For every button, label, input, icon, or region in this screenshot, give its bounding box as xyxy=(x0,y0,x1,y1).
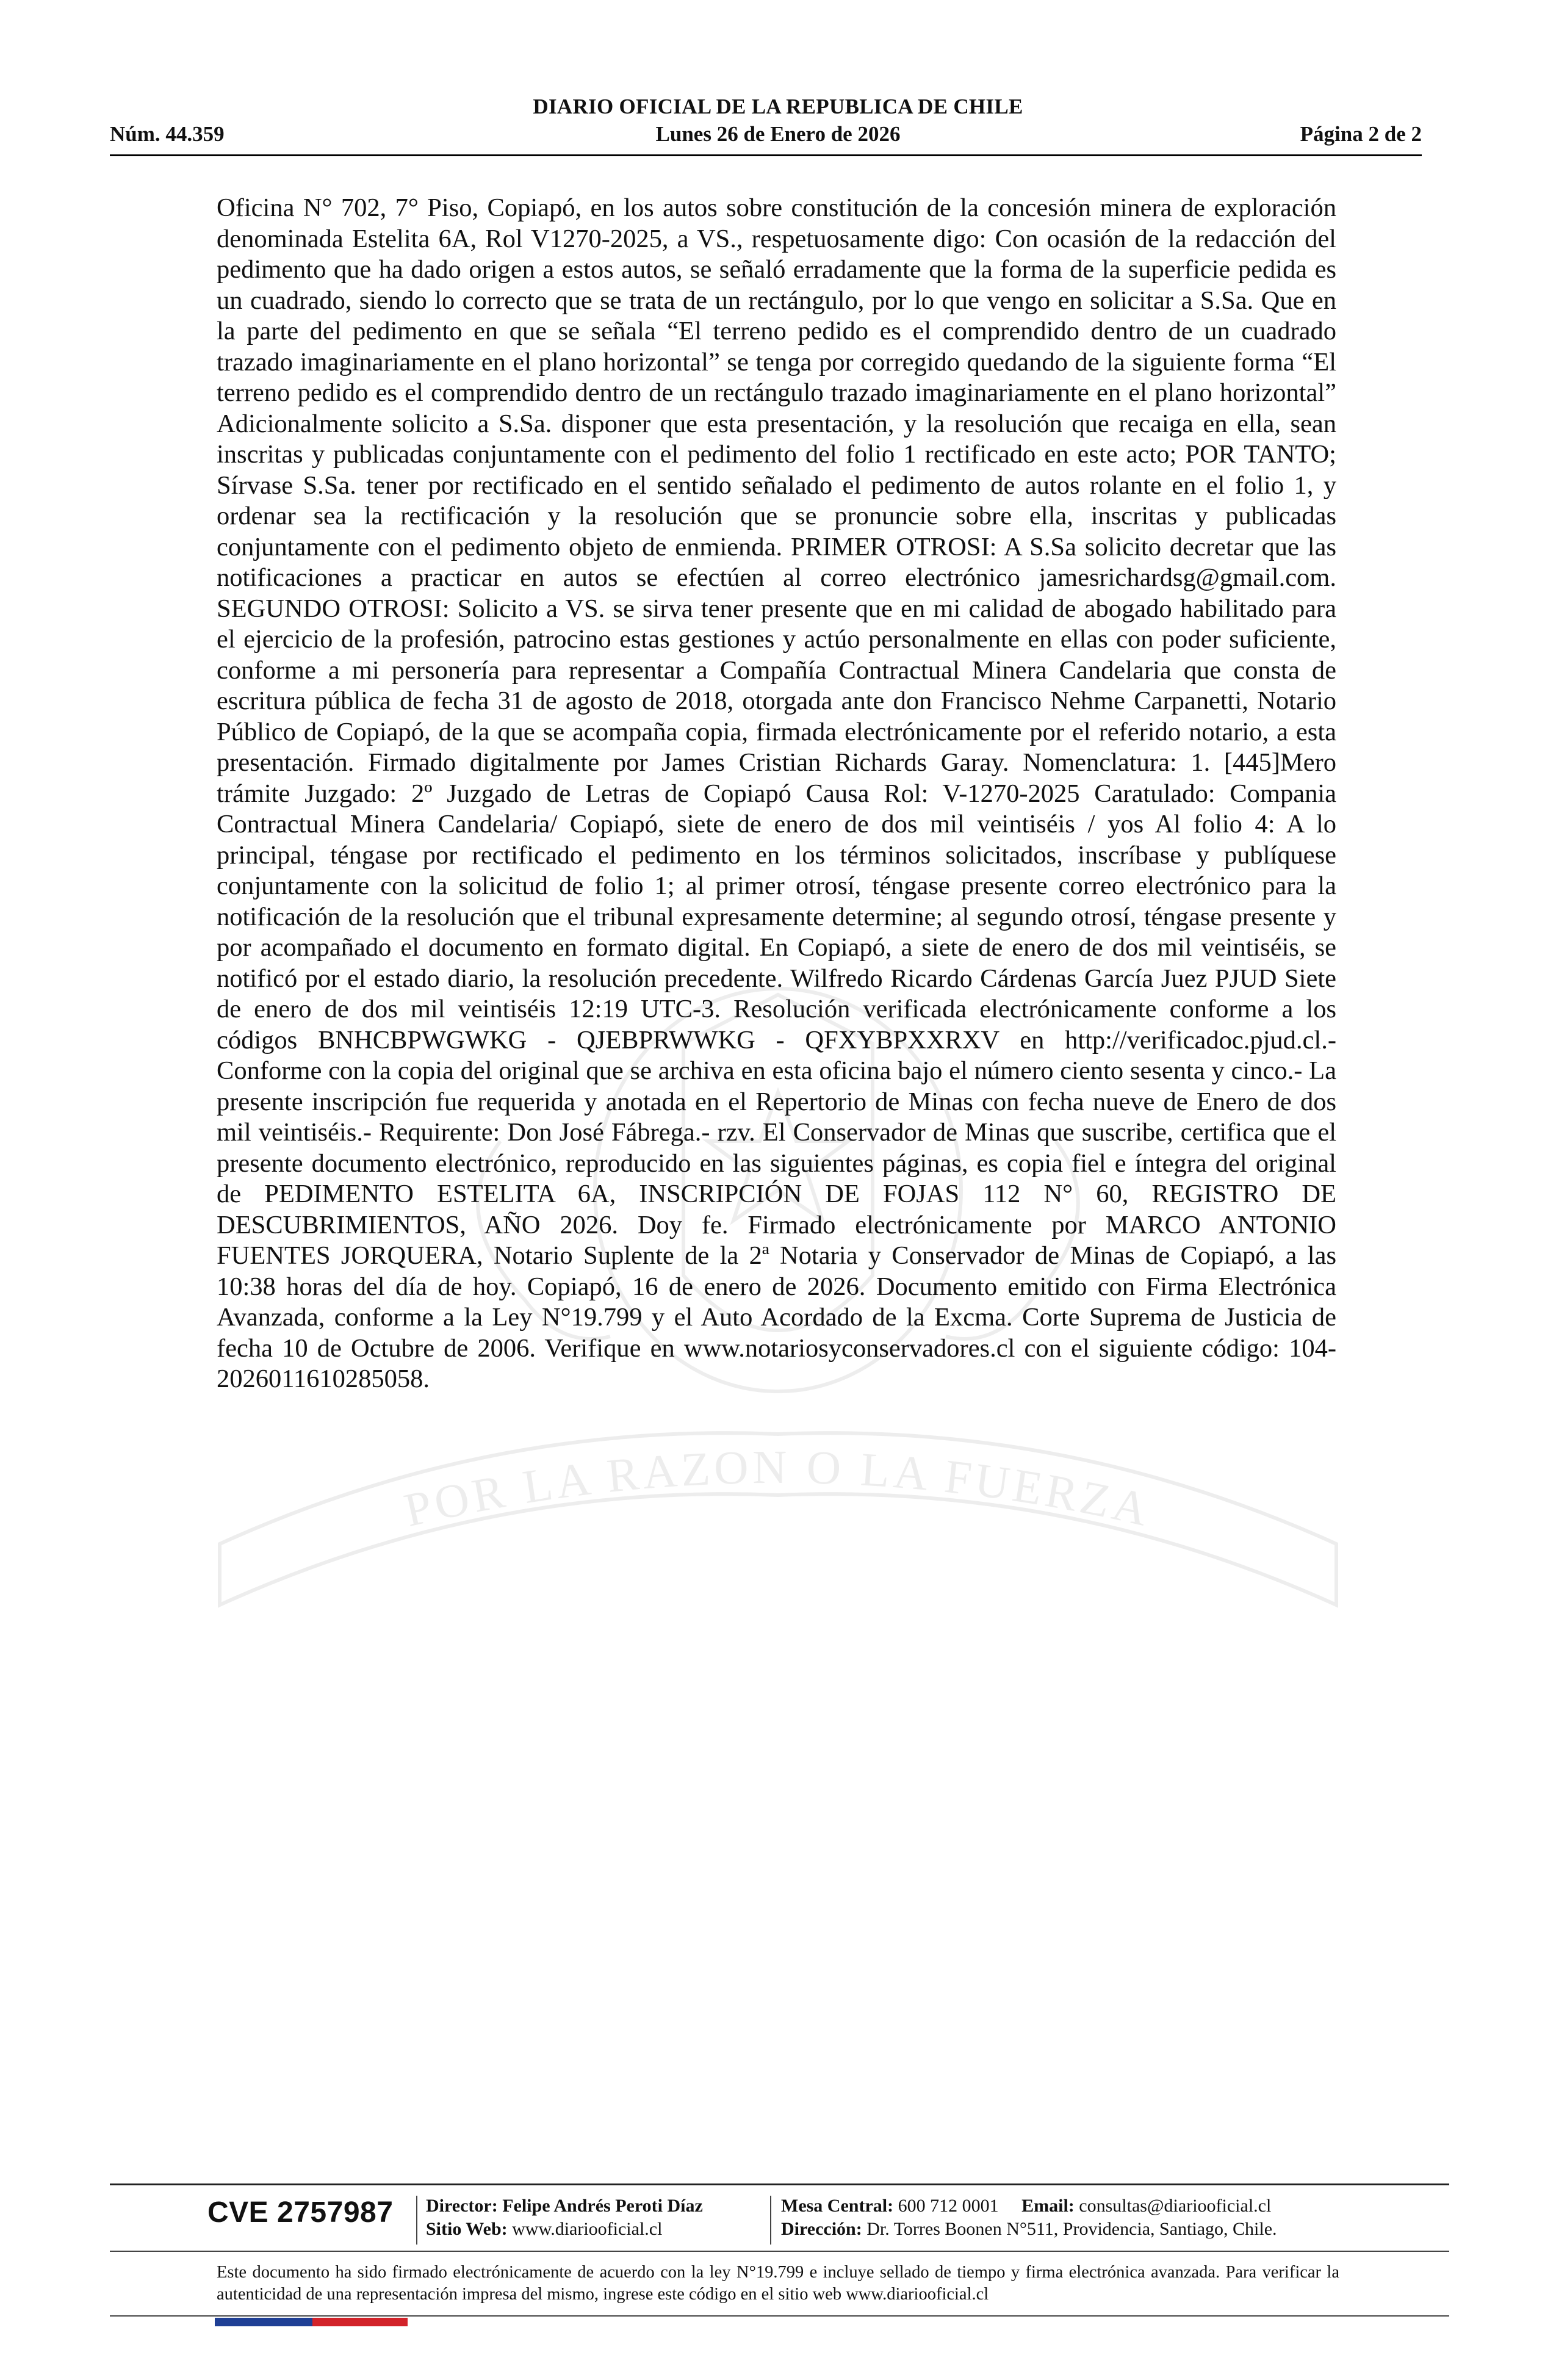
header-divider xyxy=(110,154,1422,156)
flag-stripe-red xyxy=(312,2318,408,2326)
website-link[interactable]: www.diariooficial.cl xyxy=(512,2219,663,2239)
email-link[interactable]: consultas@diariooficial.cl xyxy=(1079,2196,1272,2216)
flag-stripe-blue xyxy=(215,2318,312,2326)
footer-top-divider xyxy=(110,2183,1449,2185)
footer-separator xyxy=(416,2196,417,2245)
website-label: Sitio Web: xyxy=(426,2219,508,2239)
contact-line xyxy=(781,2196,1271,2216)
phone-value: 600 712 0001 xyxy=(898,2196,999,2216)
director-line xyxy=(426,2196,703,2216)
cve-code: CVE 2757987 xyxy=(207,2196,394,2229)
address-line xyxy=(781,2219,1277,2240)
motto-text: POR LA RAZON O LA FUERZA xyxy=(399,1440,1157,1537)
page-indicator: Página 2 de 2 xyxy=(1300,122,1422,146)
director-value: Felipe Andrés Peroti Díaz xyxy=(502,2196,703,2216)
svg-text:POR LA RAZON O LA FUERZA xyxy=(400,1440,1157,1537)
signature-notice: Este documento ha sido firmado electrónicamente de acuerdo con la ley N°19.799 e incluye sellado de tiempo y firma electrónica avanzada. Para verificar la autenticidad de una representación impresa del mismo, ingrese este código en el sitio web www.diariooficial.cl xyxy=(217,2263,1339,2304)
footer-bottom-divider xyxy=(110,2315,1449,2317)
address-label: Dirección: xyxy=(781,2219,862,2239)
director-label: Director: xyxy=(426,2196,498,2216)
address-value: Dr. Torres Boonen N°511, Providencia, Santiago, Chile. xyxy=(866,2219,1277,2239)
document-body: Oficina N° 702, 7° Piso, Copiapó, en los autos sobre constitución de la concesión minera de exploración denominada Estelita 6A, Rol V1270-2025, a VS., respetuosamente digo: Con ocasión de la redacción del pedimento que ha dado origen a estos autos, se señaló erradamente que la forma de la superficie pedida es un cuadrado, siendo lo correcto que se trata de un rectángulo, por lo que vengo en solicitar a S.Sa. Que en la parte del pedimento en que se señala “El terreno pedido es el comprendido dentro de un cuadrado trazado imaginariamente en el plano horizontal” se tenga por corregido quedando de la siguiente forma “El terreno pedido es el comprendido dentro de un rectángulo trazado imaginariamente en el plano horizontal” Adicionalmente solicito a S.Sa. disponer que esta presentación, y la resolución que recaiga en ella, sean inscritas y publicadas conjuntamente con el pedimento del folio 1 rectificado en este acto; POR TANTO; Sírvase S.Sa. tener por rectificado en el sentido señalado el pedimento de autos rolante en el folio 1, y ordenar sea la rectificación y la resolución que se pronuncie sobre ella, inscritas y publicadas conjuntamente con el pedimento objeto de enmienda. PRIMER OTROSI: A S.Sa solicito decretar que las notificaciones a practicar en autos se efectúen al correo electrónico jamesrichardsg@gmail.com. SEGUNDO OTROSI: Solicito a VS. se sirva tener presente que en mi calidad de abogado habilitado para el ejercicio de la profesión, patrocino estas gestiones y actúo personalmente en ellas con poder suficiente, conforme a mi personería para representar a Compañía Contractual Minera Candelaria que consta de escritura pública de fecha 31 de agosto de 2018, otorgada ante don Francisco Nehme Carpanetti, Notario Público de Copiapó, de la que se acompaña copia, firmada electrónicamente por el referido notario, a esta presentación. Firmado digitalmente por James Cristian Richards Garay. Nomenclatura: 1. [445]Mero trámite Juzgado: 2º Juzgado de Letras de Copiapó Causa Rol: V-1270-2025 Caratulado: Compania Contractual Minera Candelaria/ Copiapó, siete de enero de dos mil veintiséis / yos Al folio 4: A lo principal, téngase por rectificado el pedimento en los términos solicitados, inscríbase y publíquese conjuntamente con la solicitud de folio 1; al primer otrosí, téngase presente correo electrónico para la notificación de la resolución que el tribunal expresamente determine; al segundo otrosí, téngase presente y por acompañado el documento en formato digital. En Copiapó, a siete de enero de dos mil veintiséis, se notificó por el estado diario, la resolución precedente. Wilfredo Ricardo Cárdenas García Juez PJUD Siete de enero de dos mil veintiséis 12:19 UTC-3. Resolución verificada electrónicamente conforme a los códigos BNHCBPWGWKG - QJEBPRWWKG - QFXYBPXXRXV en http://verificadoc.pjud.cl.- Conforme con la copia del original que se archiva en esta oficina bajo el número ciento sesenta y cinco.- La presente inscripción fue requerida y anotada en el Repertorio de Minas con fecha nueve de Enero de dos mil veintiséis.- Requirente: Don José Fábrega.- rzv. El Conservador de Minas que suscribe, certifica que el presente documento electrónico, reproducido en las siguientes páginas, es copia fiel e íntegra del original de PEDIMENTO ESTELITA 6A, INSCRIPCIÓN DE FOJAS 112 N° 60, REGISTRO DE DESCUBRIMIENTOS, AÑO 2026. Doy fe. Firmado electrónicamente por MARCO ANTONIO FUENTES JORQUERA, Notario Suplente de la 2ª Notaria y Conservador de Minas de Copiapó, a las 10:38 horas del día de hoy. Copiapó, 16 de enero de 2026. Documento emitido con Firma Electrónica Avanzada, conforme a la Ley N°19.799 y el Auto Acordado de la Excma. Corte Suprema de Justicia de fecha 10 de Octubre de 2006. Verifique en www.notariosyconservadores.cl con el siguiente código: 104-2026011610285058. xyxy=(217,193,1336,1393)
footer-separator xyxy=(770,2196,771,2245)
footer-mid-divider xyxy=(110,2251,1449,2252)
issue-date: Lunes 26 de Enero de 2026 xyxy=(655,122,901,146)
issue-number: Núm. 44.359 xyxy=(110,122,225,146)
phone-label: Mesa Central: xyxy=(781,2196,894,2216)
email-label: Email: xyxy=(1021,2196,1075,2216)
website-line xyxy=(426,2219,662,2240)
newspaper-title: DIARIO OFICIAL DE LA REPUBLICA DE CHILE xyxy=(533,95,1023,118)
